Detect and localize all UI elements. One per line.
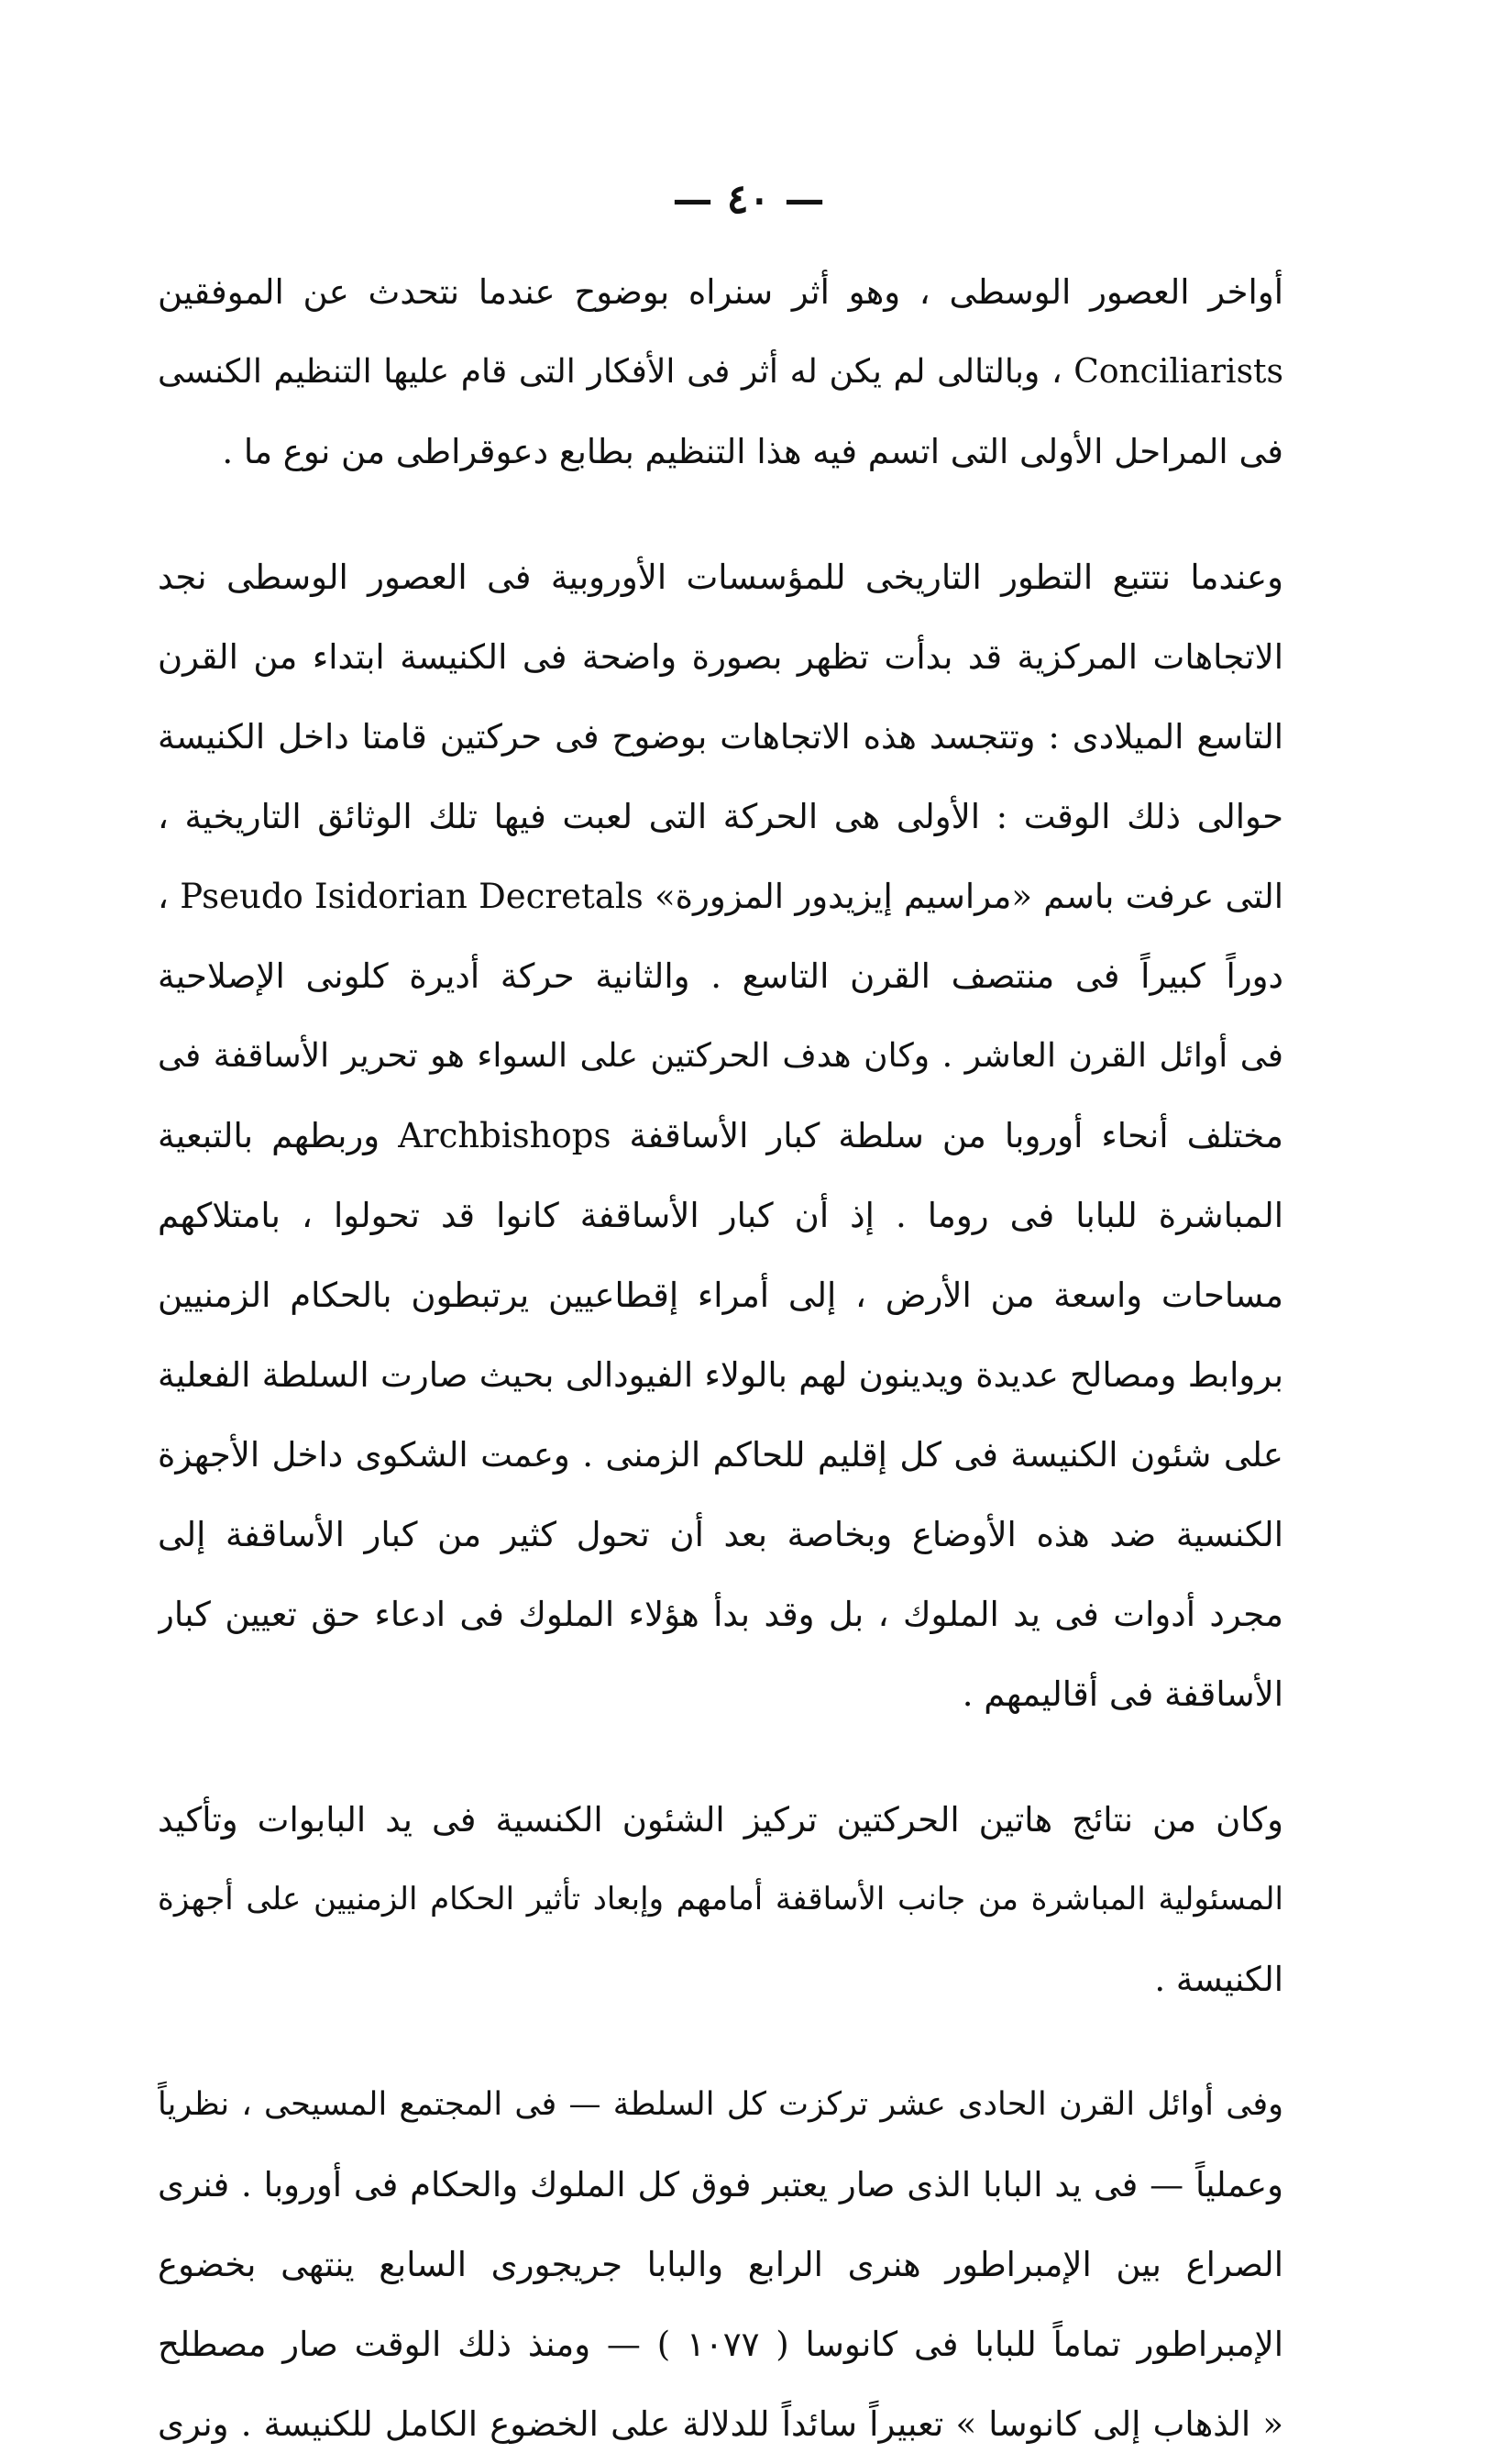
text-line: أواخر العصور الوسطى ، وهو أثر سنراه بوضوح عندما نتحدث عن الموفقين [158,272,1283,312]
text-line: « الذهاب إلى كانوسا » تعبيراً سائداً للدلالة على الخضوع الكامل للكنيسة . ونرى [158,2404,1283,2444]
paragraph-gap [158,492,1283,537]
text-line: وعملياً — فى يد البابا الذى صار يعتبر فوق كل الملوك والحكام فى أوروبا . فنرى [158,2165,1283,2204]
text-line: الكنسية ضد هذه الأوضاع وبخاصة بعد أن تحول كثير من كبار الأساقفة إلى [158,1515,1283,1554]
text-line: فى أوائل القرن العاشر . وكان هدف الحركتين على السواء هو تحرير الأساقفة فى [158,1037,1283,1075]
text-line: الإمبراطور تماماً للبابا فى كانوسا ( ١٠٧٧ ) — ومنذ ذلك الوقت صار مصطلح [158,2325,1283,2364]
text-line: على شئون الكنيسة فى كل إقليم للحاكم الزمنى . وعمت الشكوى داخل الأجهزة [158,1435,1283,1475]
text-line: التاسع الميلادى : وتتجسد هذه الاتجاهات بوضوح فى حركتين قامتا داخل الكنيسة [158,717,1283,757]
text-line: وفى أوائل القرن الحادى عشر تركزت كل السلطة — فى المجتمع المسيحى ، نظرياً [158,2086,1283,2123]
text-line: الصراع بين الإمبراطور هنرى الرابع والبابا جريجورى السابع ينتهى بخضوع [158,2245,1283,2284]
body-text [158,252,1283,2464]
text-line: التى عرفت باسم «مراسيم إيزيدور المزورة» Pseudo Isidorian Decretals ، [158,877,1283,916]
paragraph-4 [158,2065,1283,2464]
page-number: — ٤٠ — [672,176,825,223]
paragraph-3 [158,1780,1283,2019]
paragraph-gap [158,1734,1283,1780]
text-line: المسئولية المباشرة من جانب الأساقفة أمامهم وإبعاد تأثير الحكام الزمنيين على أجهزة [158,1881,1283,1917]
text-line: فى المراحل الأولى التى اتسم فيه هذا التنظيم بطابع دعوقراطى من نوع ما . [222,432,1283,471]
text-line: الكنيسة . [1154,1960,1283,1999]
text-line: حوالى ذلك الوقت : الأولى هى الحركة التى لعبت فيها تلك الوثائق التاريخية ، [158,797,1283,836]
text-line: وعندما نتتبع التطور التاريخى للمؤسسات الأوروبية فى العصور الوسطى نجد [158,558,1283,597]
paragraph-gap [158,2019,1283,2065]
text-line: بروابط ومصالح عديدة ويدينون لهم بالولاء الفيودالى بحيث صارت السلطة الفعلية [158,1355,1283,1395]
text-line: مختلف أنحاء أوروبا من سلطة كبار الأساقفة Archbishops وربطهم بالتبعية [158,1116,1283,1155]
paragraph-1 [158,252,1283,492]
paragraph-2 [158,537,1283,1734]
text-line: Conciliarists ، وبالتالى لم يكن له أثر فى الأفكار التى قام عليها التنظيم الكنسى [158,353,1283,391]
text-line: وكان من نتائج هاتين الحركتين تركيز الشئون الكنسية فى يد البابوات وتأكيد [158,1800,1283,1840]
text-line: المباشرة للبابا فى روما . إذ أن كبار الأساقفة كانوا قد تحولوا ، بامتلاكهم [158,1196,1283,1235]
text-line: مساحات واسعة من الأرض ، إلى أمراء إقطاعيين يرتبطون بالحكام الزمنيين [158,1276,1283,1315]
text-line: دوراً كبيراً فى منتصف القرن التاسع . والثانية حركة أديرة كلونى الإصلاحية [158,956,1283,996]
text-line: الأساقفة فى أقاليمهم . [962,1674,1283,1714]
text-line: مجرد أدوات فى يد الملوك ، بل وقد بدأ هؤلاء الملوك فى ادعاء حق تعيين كبار [158,1595,1283,1634]
text-line: الاتجاهات المركزية قد بدأت تظهر بصورة واضحة فى الكنيسة ابتداء من القرن [158,637,1283,677]
